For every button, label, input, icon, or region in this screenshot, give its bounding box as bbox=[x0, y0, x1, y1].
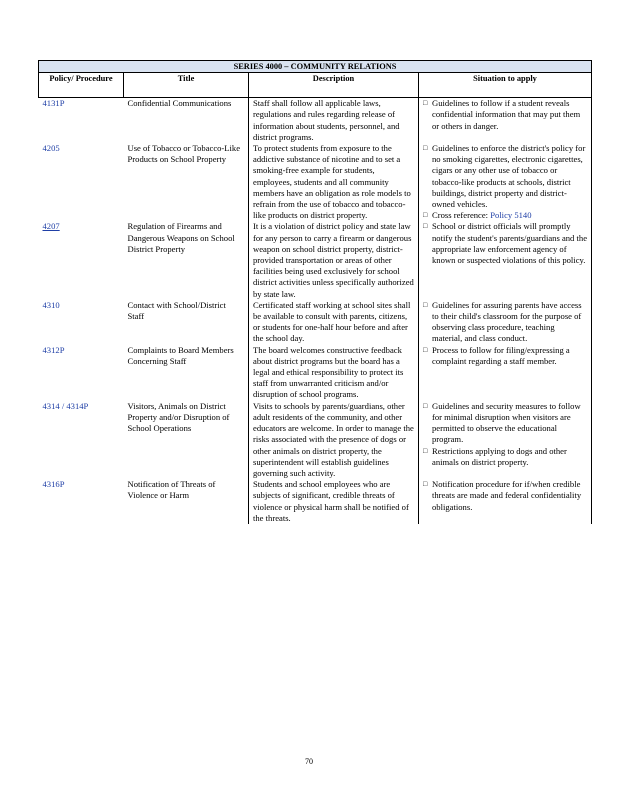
policy-title: Confidential Communications bbox=[127, 98, 232, 109]
policy-code-link[interactable] bbox=[39, 345, 124, 401]
policy-title: Notification of Threats of Violence or Harm bbox=[127, 479, 216, 501]
checkbox-bullet-icon: □ bbox=[423, 222, 428, 231]
table-row bbox=[39, 143, 592, 221]
situation-text: Restrictions applying to dogs and other animals on district property. bbox=[432, 445, 567, 467]
situation-text-block bbox=[432, 221, 587, 266]
situation-item bbox=[423, 479, 587, 513]
situation-text-block bbox=[432, 210, 587, 221]
policy-situation bbox=[419, 345, 592, 401]
checkbox-bullet-icon: □ bbox=[423, 480, 428, 489]
situation-text-block bbox=[432, 300, 587, 345]
policy-code-text: 4316P bbox=[42, 479, 65, 490]
description-column-header: Description bbox=[249, 73, 419, 98]
checkbox-bullet-icon: □ bbox=[423, 99, 428, 108]
situation-item bbox=[423, 143, 587, 210]
situation-text: Guidelines for assuring parents have access to their child's classroom for the purpose of observing class procedure, teaching material, and class conduct. bbox=[432, 299, 582, 344]
policy-title: Regulation of Firearms and Dangerous Weapons on School District Property bbox=[127, 221, 235, 254]
situation-text-block bbox=[432, 446, 587, 468]
policy-code-text: 4131P bbox=[42, 98, 65, 109]
page-number: 70 bbox=[305, 757, 313, 766]
policy-situation bbox=[419, 401, 592, 479]
policy-code-link[interactable] bbox=[39, 221, 124, 299]
policy-title: Contact with School/District Staff bbox=[127, 299, 226, 322]
policy-column-header: Policy/ Procedure bbox=[39, 73, 124, 98]
situation-item bbox=[423, 221, 587, 266]
column-header-row bbox=[39, 73, 592, 98]
situation-item bbox=[423, 345, 587, 367]
checkbox-bullet-icon: □ bbox=[423, 300, 428, 309]
policy-code-link[interactable] bbox=[39, 98, 124, 143]
checkbox-bullet-icon: □ bbox=[423, 211, 428, 220]
policy-situation bbox=[419, 143, 592, 221]
policy-situation bbox=[419, 98, 592, 143]
situation-text: Guidelines to follow if a student reveals confidential information that may put them or others in danger. bbox=[432, 98, 581, 131]
policy-description: Visits to schools by parents/guardians, other adult residents of the community, and other educators are welcome. In order to manage the risks associated with the presence of dogs or other animals on district property, the superintendent will establish guidelines governing such activity. bbox=[249, 401, 419, 479]
policy-code-text: 4314 / 4314P bbox=[42, 400, 89, 411]
policy-situation bbox=[419, 221, 592, 299]
policy-code-text: 4205 bbox=[42, 143, 60, 154]
policy-description: To protect students from exposure to the addictive substance of nicotine and to set a smoking-free example for students, employees, students and all community members have an obligation as role models to refrain from the use of tobacco and tobacco-like products on district property. bbox=[249, 143, 419, 221]
policy-situation bbox=[419, 300, 592, 345]
situation-item bbox=[423, 401, 587, 446]
policy-title: Use of Tobacco or Tobacco-Like Products on School Property bbox=[127, 143, 241, 165]
policy-code-text: 4310 bbox=[42, 299, 60, 310]
checkbox-bullet-icon: □ bbox=[423, 401, 428, 410]
situation-item bbox=[423, 446, 587, 468]
situation-text-block bbox=[432, 401, 587, 446]
table-row bbox=[39, 479, 592, 524]
policy-code-text: 4312P bbox=[42, 344, 65, 355]
policy-code-link[interactable] bbox=[39, 300, 124, 345]
policy-table bbox=[38, 60, 592, 524]
situation-item bbox=[423, 98, 587, 132]
checkbox-bullet-icon: □ bbox=[423, 144, 428, 153]
cross-reference-link[interactable]: Policy 5140 bbox=[490, 210, 532, 221]
situation-text-block bbox=[432, 345, 587, 367]
situation-item bbox=[423, 300, 587, 345]
policy-code-text: 4207 bbox=[42, 221, 60, 232]
situation-item bbox=[423, 210, 587, 221]
series-title: SERIES 4000 – COMMUNITY RELATIONS bbox=[39, 61, 592, 73]
situation-text-block bbox=[432, 98, 587, 132]
policy-description: Certificated staff working at school sites shall be available to consult with parents, citizens, or students for one-half hour before and after the school day. bbox=[249, 300, 419, 345]
policy-title: Complaints to Board Members Concerning Staff bbox=[127, 344, 234, 366]
table-row bbox=[39, 221, 592, 299]
situation-text-block bbox=[432, 479, 587, 513]
situation-column-header: Situation to apply bbox=[419, 73, 592, 98]
table-row bbox=[39, 401, 592, 479]
table-row bbox=[39, 345, 592, 401]
policy-description: Staff shall follow all applicable laws, regulations and rules regarding release of information about students, personnel, and district programs. bbox=[249, 98, 419, 143]
policy-description: The board welcomes constructive feedback about district programs but the board has a legal and ethical responsibility to protect its staff from unwarranted criticism and/or disruption of school programs. bbox=[249, 345, 419, 401]
policy-description: It is a violation of district policy and state law for any person to carry a firearm or dangerous weapon on school district property, district-provided transportation or areas of other facilities being used exclusively for school district activities unless specifically authorized by state law. bbox=[249, 221, 419, 299]
policy-code-link[interactable] bbox=[39, 479, 124, 524]
policy-title: Visitors, Animals on District Property and/or Disruption of School Operations bbox=[127, 400, 230, 434]
policy-situation bbox=[419, 479, 592, 524]
series-header-row bbox=[39, 61, 592, 73]
situation-text: Guidelines to enforce the district's policy for no smoking cigarettes, electronic cigarettes, cigars or any other use of tobacco or tobacco-like products at schools, district buildings, district property and district-owned vehicles. bbox=[432, 143, 586, 210]
table-row bbox=[39, 300, 592, 345]
situation-text: School or district officials will promptly notify the student's parents/guardians and the appropriate law enforcement agency of known or suspected violations of this policy. bbox=[432, 221, 588, 266]
table-row bbox=[39, 98, 592, 143]
situation-text-block bbox=[432, 143, 587, 210]
checkbox-bullet-icon: □ bbox=[423, 345, 428, 354]
situation-text: Guidelines and security measures to follow for minimal disruption when visitors are permitted to observe the educational program. bbox=[432, 400, 581, 445]
situation-text: Notification procedure for if/when credible threats are made and federal confidentiality obligations. bbox=[432, 479, 582, 512]
policy-code-link[interactable] bbox=[39, 401, 124, 479]
title-column-header: Title bbox=[124, 73, 249, 98]
situation-text: Cross reference: bbox=[432, 210, 491, 221]
situation-text: Process to follow for filing/expressing a complaint regarding a staff member. bbox=[432, 344, 570, 366]
policy-description: Students and school employees who are subjects of significant, credible threats of violence or physical harm shall be notified of the threats. bbox=[249, 479, 419, 524]
policy-code-link[interactable] bbox=[39, 143, 124, 221]
checkbox-bullet-icon: □ bbox=[423, 446, 428, 455]
